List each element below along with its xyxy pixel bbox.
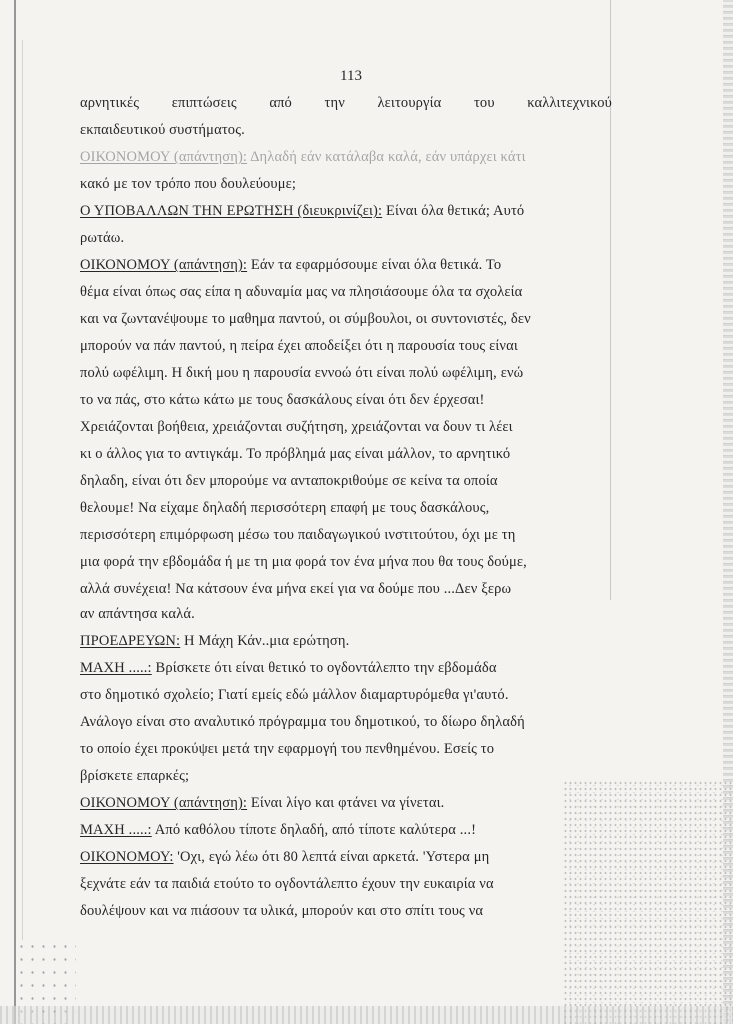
- dialogue-line-27: [80, 795, 612, 812]
- text-line-14: [80, 446, 612, 463]
- line-text: το οποίο έχει προκύψει μετά την εφαρμογή του πενθημένου. Εσείς το: [80, 741, 495, 757]
- line-text: δηλαδη, είναι ότι δεν μπορούμε να ανταποκριθούμε σε κείνα τα οποία: [80, 473, 498, 489]
- dialogue-line-5: [80, 203, 612, 220]
- text-line-16: [80, 500, 612, 517]
- line-text: κι ο άλλος για το αντιγκάμ. Το πρόβλημά μας είναι μάλλον, το αρνητικό: [80, 446, 511, 462]
- text-line-20: [80, 606, 612, 623]
- line-text: αν απάντησα καλά.: [80, 606, 195, 622]
- text-line-2: [80, 122, 612, 139]
- speaker-label: ΟΙΚΟΝΟΜΟΥ (απάντηση):: [80, 257, 248, 273]
- text-line-19: [80, 581, 612, 598]
- text-line-17: [80, 527, 612, 544]
- line-text: θελουμε! Να είχαμε δηλαδή περισσότερη επαφή με τους δασκάλους,: [80, 500, 490, 516]
- line-text: μια φορά την εβδομάδα ή με τη μια φορά τον ένα μήνα που θα τους δούμε,: [80, 554, 527, 570]
- text-line-30: [80, 876, 612, 893]
- scan-noise-bottom-right: [563, 780, 733, 1024]
- speaker-label: Ο ΥΠΟΒΑΛΛΩΝ ΤΗΝ ΕΡΩΤΗΣΗ (διευκρινίζει):: [80, 203, 383, 219]
- line-text: Είναι όλα θετικά; Αυτό: [382, 203, 525, 219]
- line-text: Από καθόλου τίποτε δηλαδή, από τίποτε καλύτερα ...!: [151, 822, 477, 838]
- text-line-31: [80, 903, 612, 920]
- line-text: περισσότερη επιμόρφωση μέσω του παιδαγωγικού ινστιτούτου, όχι με τη: [80, 527, 516, 543]
- text-line-24: [80, 714, 612, 731]
- scan-bottom-edge: [0, 1006, 733, 1024]
- scan-left-edge: [14, 0, 16, 1024]
- text-line-12: [80, 392, 612, 409]
- line-text: βρίσκετε επαρκές;: [80, 768, 190, 784]
- line-text: αλλά συνέχεια! Να κάτσουν ένα μήνα εκεί για να δούμε που ...Δεν ξερω: [80, 581, 512, 597]
- speaker-label: ΟΙΚΟΝΟΜΟΥ (απάντηση):: [80, 795, 248, 811]
- line-text: εκπαιδευτικού συστήματος.: [80, 122, 245, 138]
- text-line-10: [80, 338, 612, 355]
- speaker-label: ΜΑΧΗ .....:: [80, 822, 152, 838]
- line-text: Δηλαδή εάν κατάλαβα καλά, εάν υπάρχει κάτι: [247, 149, 526, 165]
- word: από: [269, 95, 292, 111]
- line-text: πολύ ωφέλιμη. Η δική μου η παρουσία εννοώ ότι είναι πολύ ωφέλιμη, ενώ: [80, 365, 524, 381]
- speaker-label: ΟΙΚΟΝΟΜΟΥ (απάντηση):: [80, 149, 248, 165]
- line-text: δουλέψουν και να πιάσουν τα υλικά, μπορούν και στο σπίτι τους να: [80, 903, 484, 919]
- line-text: το να πάς, στο κάτω κάτω με τους δασκάλους είναι ότι δεν έρχεσαι!: [80, 392, 485, 408]
- line-text: στο δημοτικό σχολείο; Γιατί εμείς εδώ μάλλον διαμαρτυρόμεθα γι'αυτό.: [80, 687, 509, 703]
- scan-binding-shadow: [22, 40, 23, 940]
- text-line-1: [80, 95, 612, 112]
- line-text: και να ζωντανέψουμε το μαθημα παντού, οι σύμβουλοι, οι συντονιστές, δεν: [80, 311, 531, 327]
- word: επιπτώσεις: [171, 95, 237, 111]
- line-text: Ανάλογο είναι στο αναλυτικό πρόγραμμα του δημοτικού, το δίωρο δηλαδή: [80, 714, 525, 730]
- text-line-26: [80, 768, 612, 785]
- speaker-label: ΜΑΧΗ .....:: [80, 660, 152, 676]
- dialogue-line-7: [80, 257, 612, 274]
- line-text: μπορούν να πάν παντού, η πείρα έχει αποδείξει ότι η παρουσία τους είναι: [80, 338, 518, 354]
- word: λειτουργία: [377, 95, 442, 111]
- page-number: 113: [340, 68, 362, 84]
- dialogue-line-21: [80, 633, 612, 650]
- line-text: Βρίσκετε ότι είναι θετικό το ογδοντάλεπτο την εβδομάδα: [151, 660, 497, 676]
- line-text: Εάν τα εφαρμόσουμε είναι όλα θετικά. Το: [247, 257, 502, 273]
- text-line-13: [80, 419, 612, 436]
- text-line-9: [80, 311, 612, 328]
- line-text: ξεχνάτε εάν τα παιδιά ετούτο το ογδοντάλεπτο έχουν την ευκαιρία να: [80, 876, 494, 892]
- dialogue-line-29: [80, 849, 612, 866]
- line-text: θέμα είναι όπως σας είπα η αδυναμία μας να πλησιάσουμε όλα τα σχολεία: [80, 284, 523, 300]
- line-text: Η Μάχη Κάν..μια ερώτηση.: [180, 633, 350, 649]
- text-line-4: [80, 176, 612, 193]
- text-line-25: [80, 741, 612, 758]
- text-line-8: [80, 284, 612, 301]
- line-text: Είναι λίγο και φτάνει να γίνεται.: [247, 795, 445, 811]
- line-text: κακό με τον τρόπο που δουλεύουμε;: [80, 176, 297, 192]
- line-text: Χρειάζονται βοήθεια, χρειάζονται συζήτηση, χρειάζονται να δουν τι λέει: [80, 419, 513, 435]
- line-text: ρωτάω.: [80, 230, 125, 246]
- speaker-label: ΟΙΚΟΝΟΜΟΥ:: [80, 849, 174, 865]
- word: την: [324, 95, 345, 111]
- text-line-23: [80, 687, 612, 704]
- text-line-18: [80, 554, 612, 571]
- dialogue-line-28: [80, 822, 612, 839]
- speaker-label: ΠΡΟΕΔΡΕΥΩΝ:: [80, 633, 181, 649]
- word: του: [473, 95, 495, 111]
- word: αρνητικές: [80, 95, 140, 111]
- text-line-15: [80, 473, 612, 490]
- dialogue-line-22: [80, 660, 612, 677]
- text-line-6: [80, 230, 612, 247]
- text-line-11: [80, 365, 612, 382]
- line-text: 'Οχι, εγώ λέω ότι 80 λεπτά είναι αρκετά. 'Υστερα μη: [173, 849, 490, 865]
- word: καλλιτεχνικού: [527, 95, 612, 111]
- dialogue-line-3: [80, 149, 612, 166]
